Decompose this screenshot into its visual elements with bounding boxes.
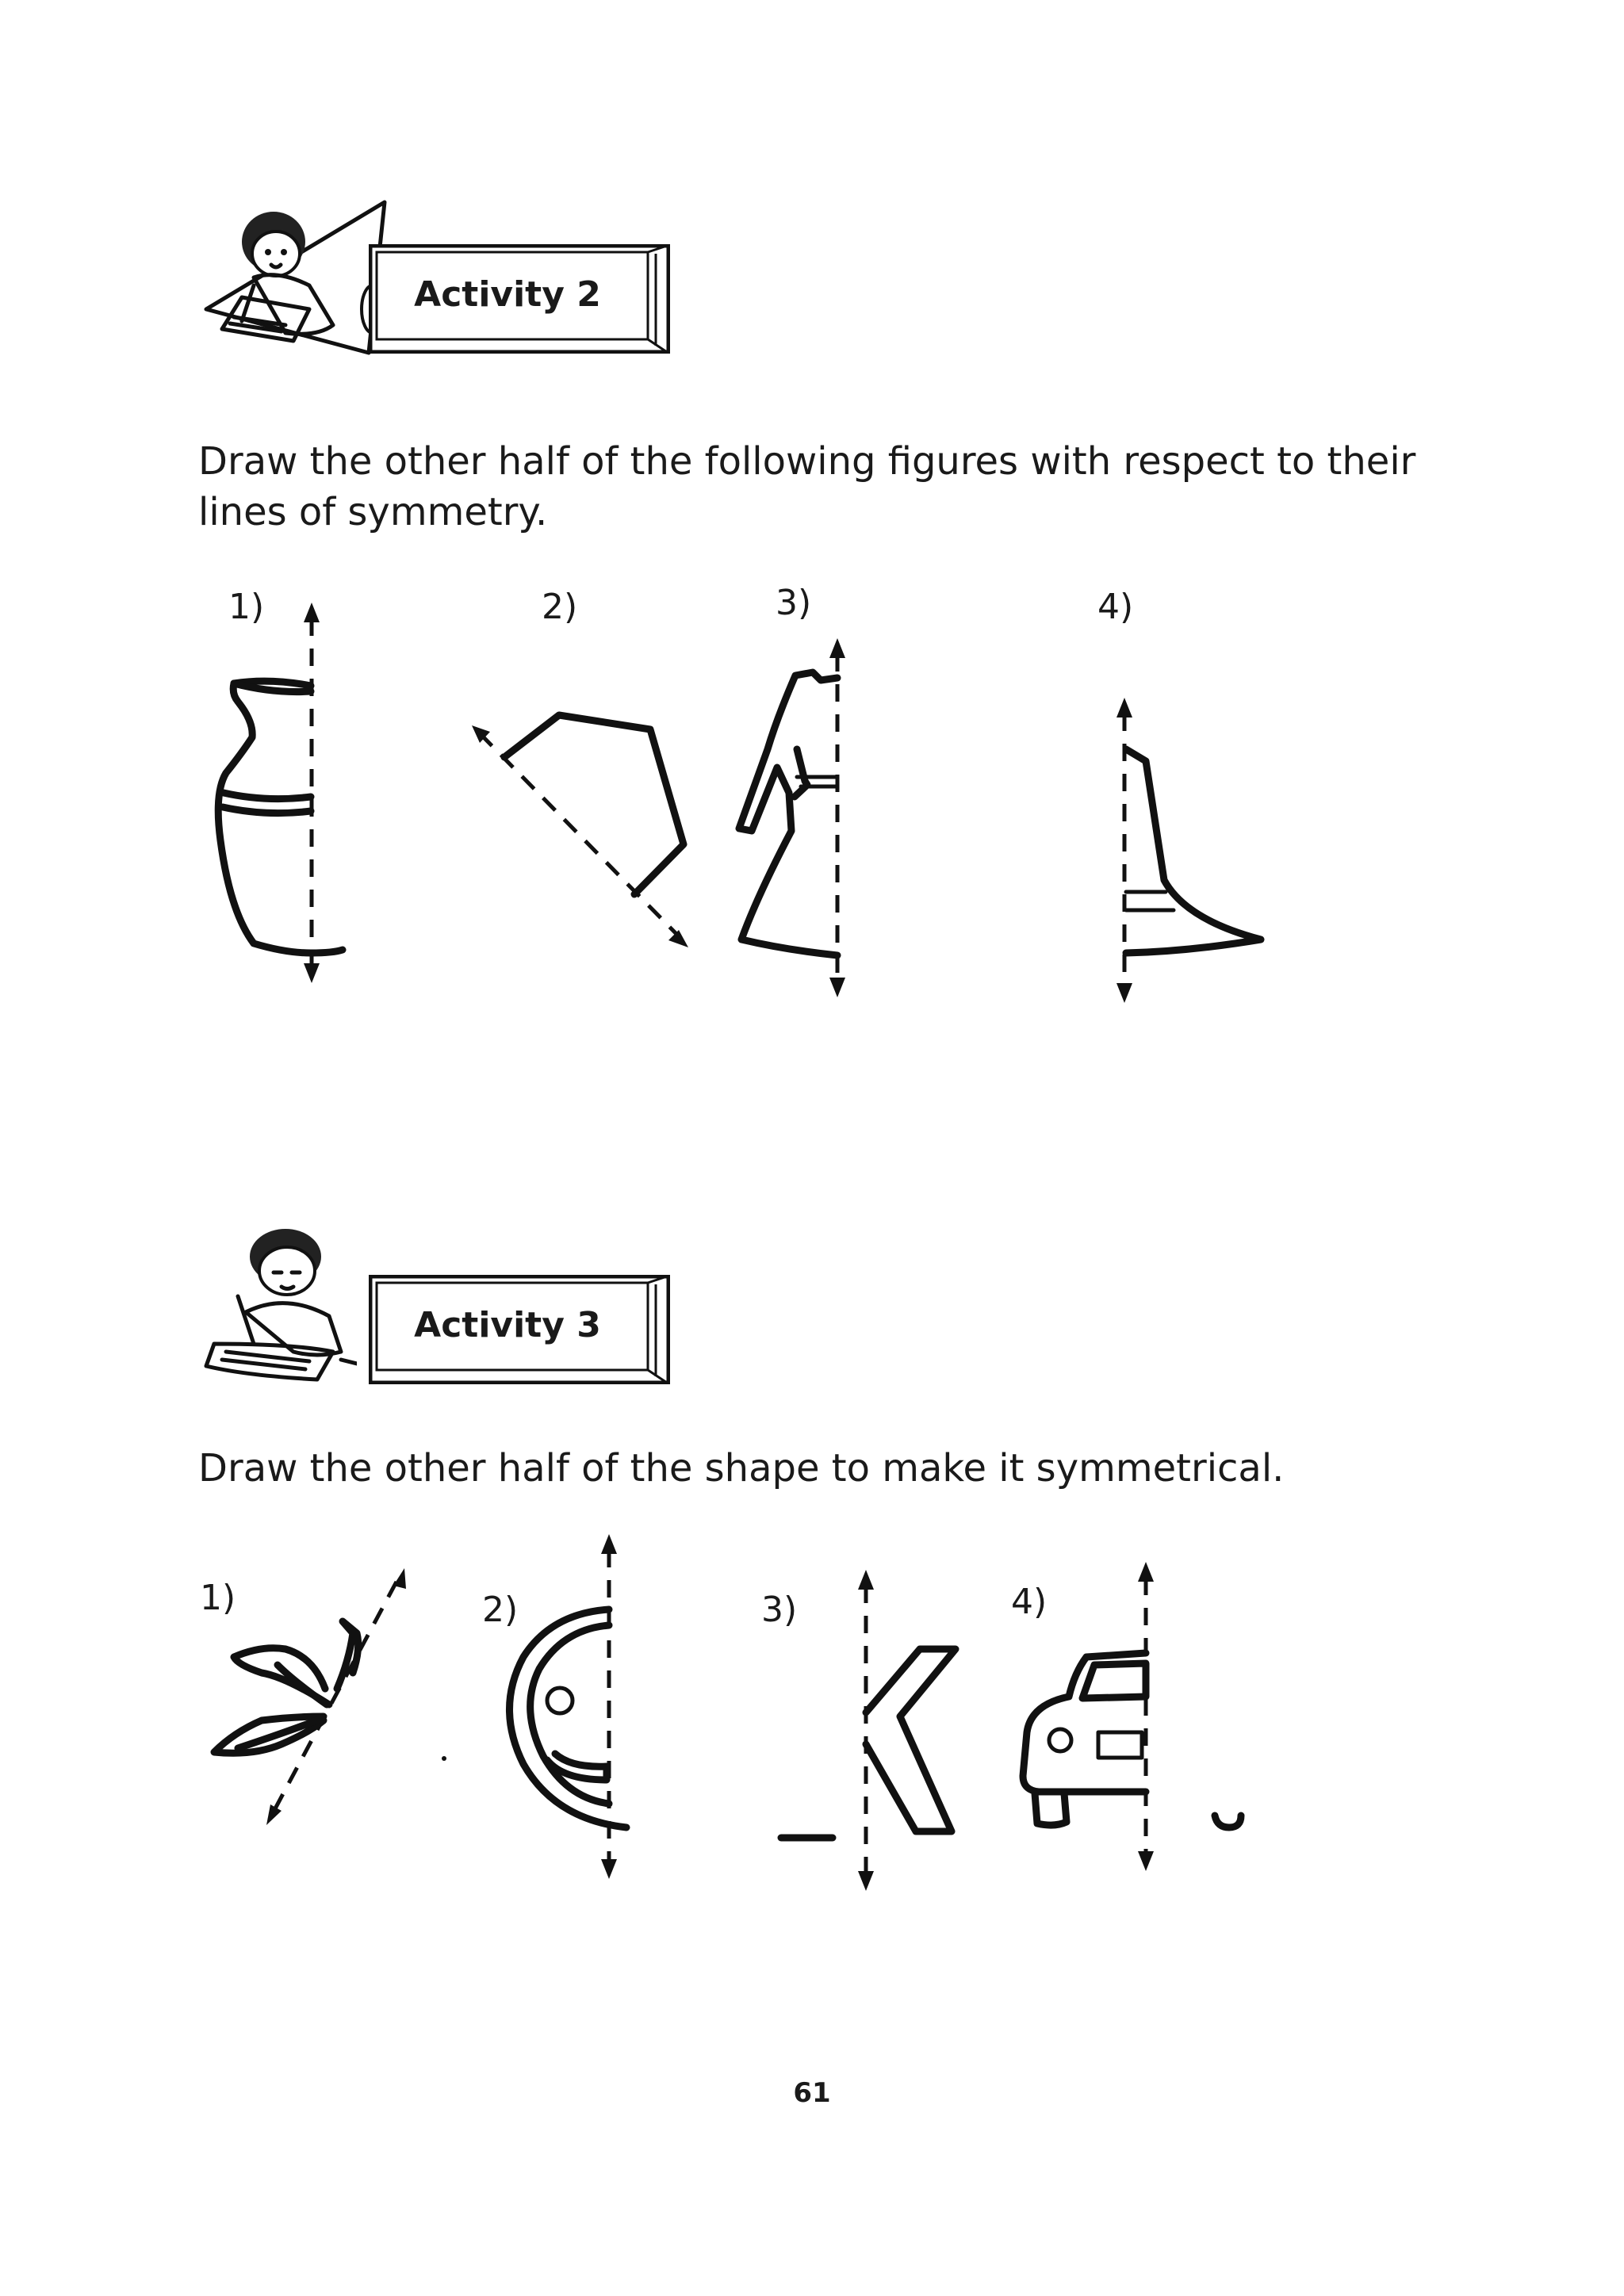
activity2-title: Activity 2 — [414, 274, 601, 315]
activity3-figures — [0, 1506, 1624, 1950]
vase-half-figure — [218, 603, 343, 983]
activity3-heading-frame — [369, 1275, 670, 1384]
activity3-item4-number: 4) — [1011, 1582, 1048, 1622]
letter-k-half-figure — [781, 1570, 956, 1891]
activity2-item2-number: 2) — [542, 587, 578, 627]
hexagon-half-figure — [472, 715, 688, 947]
leaf-branch-half-figure — [214, 1568, 406, 1825]
activity2-item4-number: 4) — [1097, 587, 1134, 627]
hat-half-figure — [1116, 698, 1261, 1003]
activity2-item3-number: 3) — [776, 583, 812, 623]
activity3-item1-number: 1) — [200, 1578, 236, 1618]
boy-writing-illustration — [198, 1225, 357, 1383]
activity3-instruction: Draw the other half of the shape to make it symmetrical. — [198, 1446, 1285, 1490]
activity2-instruction: Draw the other half of the following figures with respect to their lines of symmetry. — [198, 439, 1416, 534]
activity3-item2-number: 2) — [482, 1590, 519, 1630]
activity2-figures — [0, 0, 1624, 1031]
activity2-item1-number: 1) — [228, 587, 265, 627]
car-half-figure — [1023, 1562, 1241, 1871]
dress-half-figure — [739, 638, 845, 997]
activity3-item3-number: 3) — [761, 1590, 798, 1630]
activity3-title: Activity 3 — [414, 1305, 601, 1345]
page-number: 61 — [793, 2077, 831, 2109]
smiley-face-half-figure — [442, 1534, 626, 1879]
